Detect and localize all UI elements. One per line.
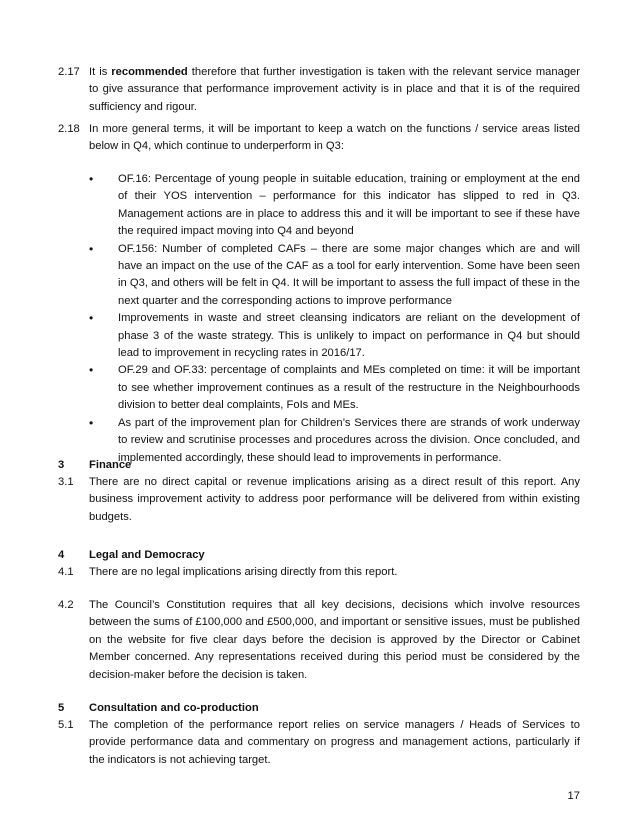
paragraph-text: There are no legal implications arising directly from this report. [89, 566, 398, 578]
section-title: Consultation and co-production [89, 702, 259, 714]
emphasis-recommended: recommended [111, 66, 188, 78]
page-number: 17 [567, 790, 580, 802]
paragraph-number: 4.1 [58, 566, 74, 578]
section-heading-legal: 4 Legal and Democracy [58, 549, 205, 561]
paragraph-text: The completion of the performance report relies on service managers / Heads of Services to provide performance data and commentary on progress and management actions, particularly if the indicators is not achieving target. [89, 719, 580, 766]
list-item: • As part of the improvement plan for Children’s Services there are strands of work underway to review and scrutinise processes and procedures across the division. Once concluded, and implemented accordingly, these should lead to improvements in performance. [89, 415, 580, 464]
paragraph-number: 2.18 [58, 123, 80, 135]
paragraph-4-2 [58, 597, 580, 684]
section-title: Legal and Democracy [89, 549, 205, 561]
paragraph-5-1 [58, 717, 580, 769]
section-heading-consultation: 5 Consultation and co-production [58, 702, 259, 714]
section-heading-finance: 3 Finance [58, 459, 132, 471]
paragraph-number: 2.17 [58, 66, 80, 78]
paragraph-2-18 [58, 121, 580, 156]
section-title: Finance [89, 459, 132, 471]
paragraph-text: The Council’s Constitution requires that all key decisions, decisions which involve resources between the sums of £100,000 and £500,000, and important or sensitive issues, must be published on the website for five clear days before the decision is approved by the Director or Cabinet Member concerned. Any representations received during this period must be considered by the decision-maker before the decision is taken. [89, 599, 580, 681]
paragraph-text: There are no direct capital or revenue implications arising as a direct result of this report. Any business improvement activity to address poor performance will be delivered from within existing budgets. [89, 476, 580, 523]
paragraph-text: In more general terms, it will be important to keep a watch on the functions / service areas listed below in Q4, which continue to underperform in Q3: [89, 123, 580, 153]
bullet-icon: • [89, 363, 94, 378]
paragraph-number: 3.1 [58, 476, 74, 488]
list-item: • OF.16: Percentage of young people in suitable education, training or employment at the end of their YOS intervention – performance for this indicator has slipped to red in Q3. Management actions are in place to address this and it will be important to see if these have the required impact moving into Q4 and beyond [89, 172, 580, 238]
list-item: • OF.156: Number of completed CAFs – there are some major changes which are and will have an impact on the use of the CAF as a tool for early intervention. Some have been seen in Q3, and others will be felt in Q4. It will be important to assess the full impact of these in the next quarter and the corresponding actions to improve performance [89, 241, 580, 307]
bullet-icon: • [89, 311, 94, 326]
paragraph-4-1 [58, 564, 580, 581]
paragraph-number: 5.1 [58, 719, 74, 731]
bullet-icon: • [89, 241, 94, 256]
paragraph-number: 4.2 [58, 599, 74, 611]
list-item: • OF.29 and OF.33: percentage of complaints and MEs completed on time: it will be important to see whether improvement continues as a result of the restructure in the Neighbourhoods division to better deal complaints, FoIs and MEs. [89, 363, 580, 412]
bullet-icon: • [89, 172, 94, 186]
paragraph-2-17 [58, 64, 580, 116]
bullet-list [89, 171, 580, 467]
list-item: • Improvements in waste and street cleansing indicators are reliant on the development of phase 3 of the waste strategy. This is unlikely to impact on performance in Q4 but should lead to improvement in recycling rates in 2016/17. [89, 311, 580, 360]
paragraph-3-1 [58, 474, 580, 526]
paragraph-text: It is recommended therefore that further investigation is taken with the relevant service manager to give assurance that performance improvement activity is in place and that it is of the required sufficiency and rigour. [89, 66, 580, 113]
bullet-icon: • [89, 415, 94, 430]
